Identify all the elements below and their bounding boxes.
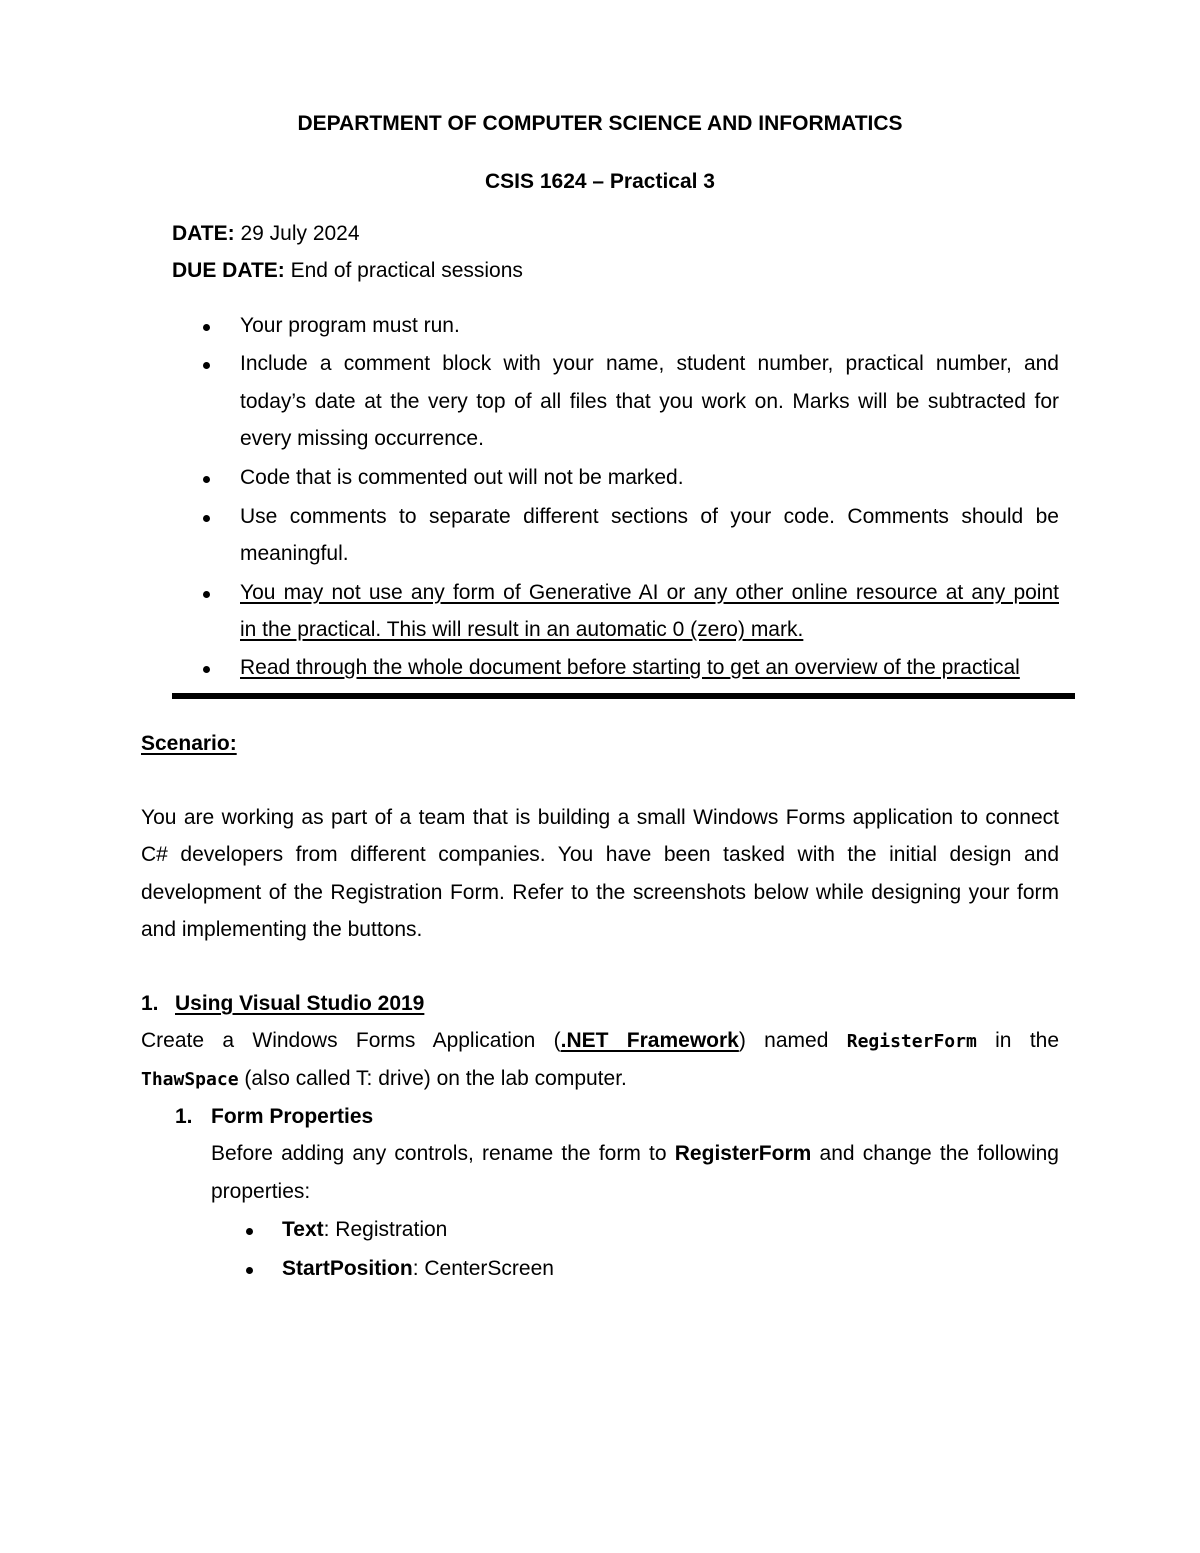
bullet-icon: [203, 515, 210, 522]
course-title: CSIS 1624 – Practical 3: [485, 170, 715, 193]
date-line: [172, 222, 360, 246]
scenario-heading: Scenario:: [141, 732, 237, 755]
paragraph-text: and change the following: [811, 1142, 1059, 1165]
bullet-icon: [203, 591, 210, 598]
subsection-paragraph-line: properties:: [211, 1180, 311, 1203]
rule-item: Include a comment block with your name, student number, practical number, and: [240, 352, 1059, 375]
framework-link: .NET Framework: [560, 1029, 739, 1052]
date-label: DATE:: [172, 222, 235, 245]
section-paragraph-line: [141, 1067, 627, 1091]
property-name: Text: [282, 1218, 324, 1241]
scenario-text-line: development of the Registration Form. Refer to the screenshots below while designing your form: [141, 881, 1059, 904]
paragraph-text: Create a Windows Forms Application (: [141, 1029, 561, 1052]
due-date-line: [172, 259, 523, 283]
code-thaw-space: ThawSpace: [141, 1069, 239, 1090]
rule-item: Your program must run.: [240, 314, 460, 337]
property-item: [282, 1257, 554, 1281]
bullet-icon: [203, 362, 210, 369]
horizontal-divider: [172, 693, 1075, 699]
scenario-text-line: and implementing the buttons.: [141, 918, 423, 941]
bullet-icon: [203, 324, 210, 331]
paragraph-text: ) named: [738, 1029, 829, 1052]
paragraph-text: (also called T: drive) on the lab computer.: [238, 1067, 627, 1090]
rule-item-note: Read through the whole document before starting to get an overview of the practical: [240, 656, 1020, 679]
bullet-icon: [203, 476, 210, 483]
code-register-form: RegisterForm: [846, 1031, 977, 1052]
section-heading: Using Visual Studio 2019: [175, 992, 425, 1015]
subsection-paragraph-line: [211, 1142, 1059, 1166]
scenario-text-line: You are working as part of a team that is building a small Windows Forms application to connect: [141, 806, 1059, 829]
rule-item: Code that is commented out will not be marked.: [240, 466, 684, 489]
subsection-number: 1.: [175, 1105, 193, 1128]
paragraph-text: in the: [995, 1029, 1060, 1052]
bullet-icon: [203, 666, 210, 673]
due-date-value: End of practical sessions: [284, 259, 523, 282]
property-value: : Registration: [323, 1218, 448, 1241]
subsection-heading: Form Properties: [211, 1105, 374, 1128]
bullet-icon: [246, 1267, 253, 1274]
rule-item-continued: every missing occurrence.: [240, 427, 484, 450]
rule-item-continued: meaningful.: [240, 542, 349, 565]
rule-item-continued: today’s date at the very top of all files that you work on. Marks will be subtracted for: [240, 390, 1059, 413]
rule-item: Use comments to separate different sections of your code. Comments should be: [240, 505, 1059, 528]
rule-item-warning-continued: in the practical. This will result in an automatic 0 (zero) mark.: [240, 618, 804, 641]
due-date-label: DUE DATE:: [172, 259, 285, 282]
section-number: 1.: [141, 992, 159, 1015]
rule-item-warning: You may not use any form of Generative AI or any other online resource at any point: [240, 581, 1059, 604]
property-value: : CenterScreen: [412, 1257, 554, 1280]
department-title: DEPARTMENT OF COMPUTER SCIENCE AND INFORMATICS: [297, 112, 903, 135]
property-item: [282, 1218, 447, 1242]
date-value: 29 July 2024: [234, 222, 360, 245]
form-name-bold: RegisterForm: [674, 1142, 812, 1165]
property-name: StartPosition: [282, 1257, 413, 1280]
section-paragraph-line: [141, 1029, 1059, 1053]
scenario-text-line: C# developers from different companies. You have been tasked with the initial design and: [141, 843, 1059, 866]
paragraph-text: Before adding any controls, rename the form to: [211, 1142, 675, 1165]
bullet-icon: [246, 1228, 253, 1235]
